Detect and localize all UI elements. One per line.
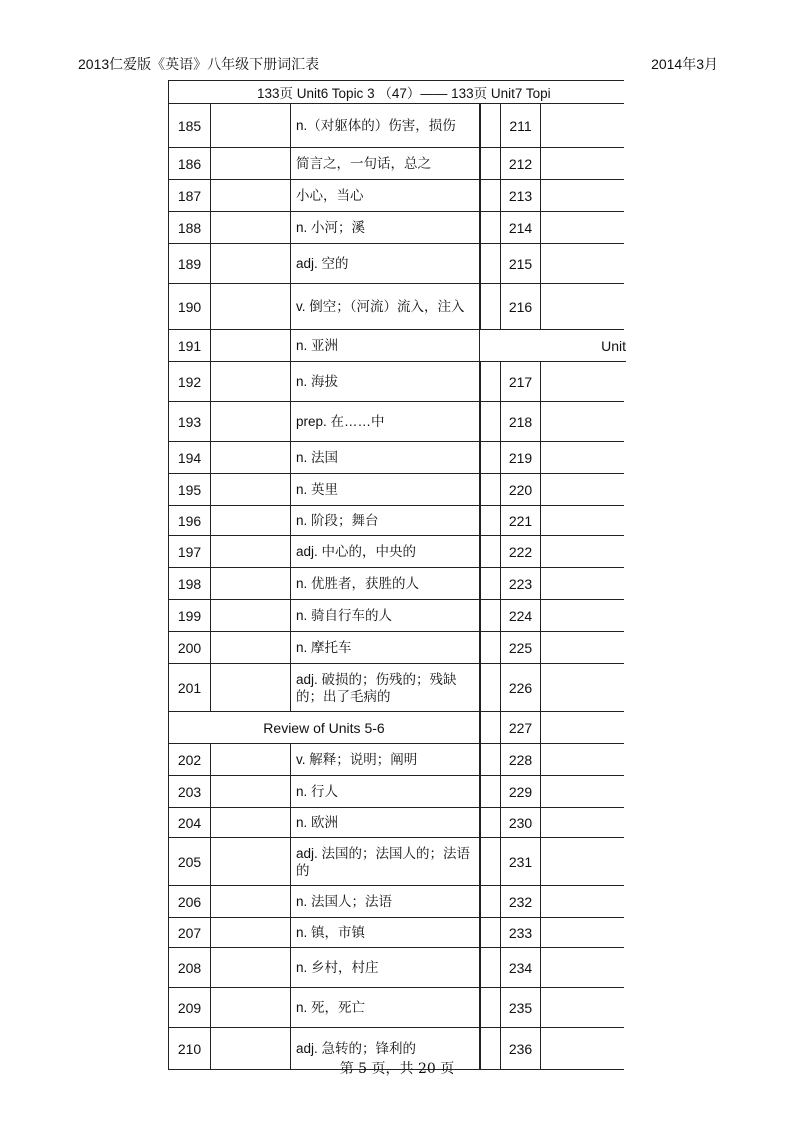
entry-word-cell (540, 212, 624, 244)
gap-cell (480, 664, 500, 712)
entry-meaning (290, 442, 480, 474)
entry-word-cell (210, 244, 290, 284)
entry-word-cell (210, 988, 290, 1028)
entry-meaning-text: n. 行人 (296, 784, 339, 799)
entry-number: 235 (500, 988, 540, 1028)
table-row (168, 506, 624, 536)
entry-word-cell (210, 808, 290, 838)
entry-word-cell (540, 362, 624, 402)
gap-cell (480, 886, 500, 918)
entry-number: 223 (500, 568, 540, 600)
entry-word-cell (540, 744, 624, 776)
entry-meaning (290, 362, 480, 402)
gap-cell (480, 536, 500, 568)
entry-meaning-text: n. 摩托车 (296, 640, 352, 655)
gap-cell (480, 244, 500, 284)
table-row (168, 988, 624, 1028)
entry-word-cell (210, 442, 290, 474)
entry-word-cell (540, 988, 624, 1028)
gap-cell (480, 838, 500, 886)
gap-cell (480, 180, 500, 212)
entry-number: 229 (500, 776, 540, 808)
gap-cell (480, 506, 500, 536)
entry-meaning (290, 180, 480, 212)
entry-meaning (290, 474, 480, 506)
entry-word-cell (540, 600, 624, 632)
entry-word-cell (540, 284, 624, 330)
entry-word-cell (540, 506, 624, 536)
entry-meaning (290, 948, 480, 988)
entry-word-cell (210, 664, 290, 712)
entry-number: 195 (168, 474, 210, 506)
table-row (168, 948, 624, 988)
gap-cell (480, 474, 500, 506)
entry-number: 231 (500, 838, 540, 886)
entry-meaning (290, 632, 480, 664)
gap-cell (480, 600, 500, 632)
entry-meaning-text: n. 镇，市镇 (296, 925, 366, 940)
entry-meaning-text: n. 死，死亡 (296, 1000, 366, 1015)
entry-number: 209 (168, 988, 210, 1028)
entry-word-cell (540, 180, 624, 212)
entry-meaning (290, 886, 480, 918)
entry-meaning (290, 506, 480, 536)
entry-number: 197 (168, 536, 210, 568)
entry-number: 189 (168, 244, 210, 284)
entry-number: 200 (168, 632, 210, 664)
entry-number: 234 (500, 948, 540, 988)
entry-number: 215 (500, 244, 540, 284)
gap-cell (480, 284, 500, 330)
entry-number: 199 (168, 600, 210, 632)
entry-word-cell (540, 948, 624, 988)
entry-number: 193 (168, 402, 210, 442)
table-row (168, 104, 624, 148)
entry-meaning-text: n. 海拔 (296, 374, 339, 389)
entry-number: 219 (500, 442, 540, 474)
entry-meaning (290, 568, 480, 600)
entry-meaning (290, 244, 480, 284)
table-row (168, 918, 624, 948)
entry-meaning-text: n. 乡村，村庄 (296, 960, 379, 975)
entry-meaning-text: v. 倒空；（河流）流入，注入 (296, 299, 465, 314)
entry-number: 201 (168, 664, 210, 712)
vocabulary-table (168, 80, 626, 1057)
entry-meaning (290, 536, 480, 568)
entry-number: 208 (168, 948, 210, 988)
table-row (168, 808, 624, 838)
entry-number: 221 (500, 506, 540, 536)
table-row (168, 776, 624, 808)
gap-cell (480, 948, 500, 988)
entry-meaning-text: adj. 空的 (296, 256, 349, 271)
entry-number: 203 (168, 776, 210, 808)
entry-meaning (290, 600, 480, 632)
entry-meaning-text: n.（对躯体的）伤害，损伤 (296, 118, 456, 133)
entry-word-cell (210, 284, 290, 330)
entry-word-cell (210, 632, 290, 664)
entry-number: 228 (500, 744, 540, 776)
table-row (168, 886, 624, 918)
entry-word-cell (210, 744, 290, 776)
table-row (168, 744, 624, 776)
entry-word-cell (540, 442, 624, 474)
entry-number: 198 (168, 568, 210, 600)
gap-cell (480, 776, 500, 808)
entry-word-cell (540, 474, 624, 506)
table-title: 133页 Unit6 Topic 3 （47）—— 133页 Unit7 Topi (168, 80, 624, 104)
gap-cell (480, 808, 500, 838)
entry-number: 205 (168, 838, 210, 886)
table-row (168, 712, 624, 744)
table-row (168, 664, 624, 712)
entry-number: 207 (168, 918, 210, 948)
entry-meaning (290, 148, 480, 180)
entry-number: 220 (500, 474, 540, 506)
gap-cell (480, 212, 500, 244)
table-row (168, 330, 624, 362)
entry-number: 188 (168, 212, 210, 244)
entry-number: 214 (500, 212, 540, 244)
table-row (168, 838, 624, 886)
entry-word-cell (210, 362, 290, 402)
entry-number: 204 (168, 808, 210, 838)
entry-word-cell (210, 600, 290, 632)
entry-meaning-text: v. 解释；说明；阐明 (296, 752, 418, 767)
entry-word-cell (540, 104, 624, 148)
entry-word-cell (210, 148, 290, 180)
entry-word-cell (540, 148, 624, 180)
entry-meaning-text: n. 骑自行车的人 (296, 608, 393, 623)
table-row (168, 402, 624, 442)
entry-number: 218 (500, 402, 540, 442)
entry-number: 190 (168, 284, 210, 330)
entry-meaning-text: adj. 急转的；锋利的 (296, 1041, 417, 1056)
table-row (168, 148, 624, 180)
gap-cell (480, 362, 500, 402)
entry-word-cell (210, 568, 290, 600)
entry-word-cell (540, 886, 624, 918)
entry-word-cell (540, 632, 624, 664)
entry-number: 227 (500, 712, 540, 744)
table-row (168, 632, 624, 664)
table-row (168, 474, 624, 506)
entry-meaning (290, 808, 480, 838)
entry-number: 196 (168, 506, 210, 536)
entry-number: 211 (500, 104, 540, 148)
table-row (168, 600, 624, 632)
entry-meaning (290, 664, 480, 712)
entry-meaning (290, 104, 480, 148)
entry-word-cell (210, 402, 290, 442)
entry-number: 216 (500, 284, 540, 330)
entry-word-cell (540, 664, 624, 712)
table-row (168, 212, 624, 244)
gap-cell (480, 442, 500, 474)
entry-word-cell (210, 838, 290, 886)
entry-number: 187 (168, 180, 210, 212)
entry-word-cell (210, 886, 290, 918)
gap-cell (480, 632, 500, 664)
entry-meaning-text: prep. 在……中 (296, 414, 385, 429)
table-row (168, 284, 624, 330)
entry-word-cell (540, 918, 624, 948)
entry-word-cell (540, 808, 624, 838)
entry-number: 226 (500, 664, 540, 712)
entry-word-cell (540, 712, 624, 744)
entry-meaning-text: n. 小河；溪 (296, 220, 366, 235)
entry-meaning (290, 744, 480, 776)
table-row (168, 180, 624, 212)
entry-number: 224 (500, 600, 540, 632)
section-heading: Review of Units 5-6 (168, 712, 480, 744)
table-row (168, 536, 624, 568)
entry-word-cell (540, 244, 624, 284)
entry-word-cell (210, 104, 290, 148)
entry-word-cell (210, 536, 290, 568)
table-row (168, 244, 624, 284)
entry-meaning-text: adj. 法国的；法国人的；法语的 (296, 845, 471, 878)
gap-cell (480, 712, 500, 744)
entry-meaning (290, 402, 480, 442)
entry-word-cell (210, 918, 290, 948)
entry-number: 217 (500, 362, 540, 402)
entry-word-cell (540, 536, 624, 568)
entry-number: 230 (500, 808, 540, 838)
unit-heading: Unit (480, 330, 626, 362)
entry-number: 213 (500, 180, 540, 212)
table-row (168, 362, 624, 402)
entry-meaning (290, 212, 480, 244)
entry-meaning (290, 988, 480, 1028)
table-title-row (168, 80, 624, 104)
entry-number: 191 (168, 330, 210, 362)
entry-number: 222 (500, 536, 540, 568)
entry-meaning (290, 838, 480, 886)
entry-meaning (290, 330, 480, 362)
gap-cell (480, 568, 500, 600)
entry-meaning-text: n. 优胜者，获胜的人 (296, 576, 420, 591)
gap-cell (480, 744, 500, 776)
entry-meaning-text: n. 法国人；法语 (296, 894, 393, 909)
entry-number: 206 (168, 886, 210, 918)
entry-word-cell (210, 474, 290, 506)
entry-word-cell (210, 948, 290, 988)
entry-word-cell (210, 776, 290, 808)
entry-meaning (290, 776, 480, 808)
entry-number: 212 (500, 148, 540, 180)
entry-number: 185 (168, 104, 210, 148)
table-row (168, 568, 624, 600)
entry-number: 194 (168, 442, 210, 474)
gap-cell (480, 918, 500, 948)
entry-meaning-text: n. 阶段；舞台 (296, 513, 379, 528)
document-header-date: 2014年3月 (651, 56, 718, 72)
gap-cell (480, 148, 500, 180)
entry-meaning-text: n. 亚洲 (296, 338, 339, 353)
entry-word-cell (540, 568, 624, 600)
entry-number: 233 (500, 918, 540, 948)
entry-meaning-text: adj. 中心的，中央的 (296, 544, 417, 559)
entry-meaning (290, 918, 480, 948)
entry-number: 236 (500, 1028, 540, 1070)
entry-word-cell (210, 506, 290, 536)
entry-number: 225 (500, 632, 540, 664)
entry-word-cell (540, 838, 624, 886)
entry-meaning-text: 简言之，一句话，总之 (296, 156, 431, 171)
entry-word-cell (540, 776, 624, 808)
entry-meaning-text: n. 法国 (296, 450, 339, 465)
entry-meaning-text: n. 英里 (296, 482, 339, 497)
gap-cell (480, 988, 500, 1028)
entry-word-cell (210, 330, 290, 362)
entry-number: 192 (168, 362, 210, 402)
table-row (168, 442, 624, 474)
entry-meaning-text: adj. 破损的；伤残的；残缺的；出了毛病的 (296, 671, 457, 704)
page-footer: 第 5 页，共 20 页 (339, 1061, 455, 1077)
gap-cell (480, 402, 500, 442)
entry-meaning-text: 小心，当心 (296, 188, 364, 203)
document-header-title: 2013仁爱版《英语》八年级下册词汇表 (78, 56, 320, 72)
entry-number: 210 (168, 1028, 210, 1070)
entry-word-cell (210, 212, 290, 244)
entry-number: 232 (500, 886, 540, 918)
entry-number: 202 (168, 744, 210, 776)
entry-number: 186 (168, 148, 210, 180)
gap-cell (480, 104, 500, 148)
entry-meaning (290, 284, 480, 330)
entry-word-cell (540, 402, 624, 442)
entry-word-cell (210, 180, 290, 212)
entry-meaning-text: n. 欧洲 (296, 815, 339, 830)
